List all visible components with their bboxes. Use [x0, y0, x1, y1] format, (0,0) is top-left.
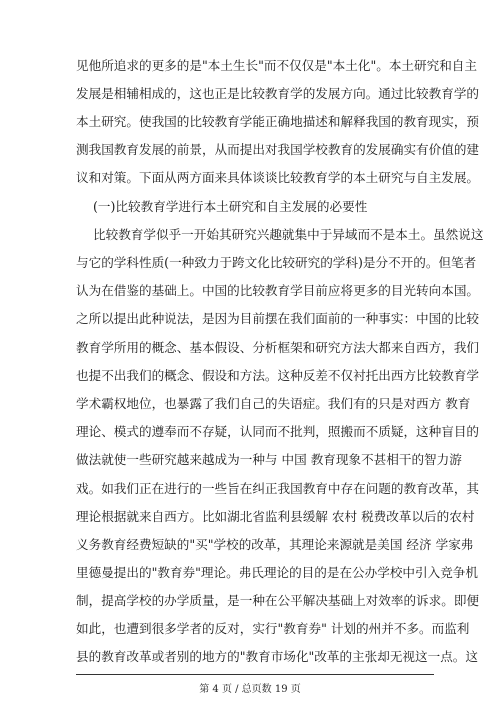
body-line-20: 制，提高学校的办学质量，是一种在公平解决基础上对效率的诉求。即便 [76, 593, 479, 608]
body-line-14: 理论、模式的遵奉而不存疑，认同而不批判，照搬而不质疑，这种盲目的 [76, 424, 479, 439]
body-line-19: 里德曼提出的"教育券"理论。弗氏理论的目的是在公办学校中引入竞争机 [76, 565, 478, 580]
body-line-4: 测我国教育发展的前景，从而提出对我国学校教育的发展确实有价值的建 [76, 142, 479, 157]
body-line-10: 之所以提出此种说法，是因为目前摆在我们面前的一种事实：中国的比较 [76, 311, 479, 326]
body-line-18: 义务教育经费短缺的"买"学校的改革，其理论来源就是美国 经济 学家弗 [76, 537, 474, 552]
body-line-8: 与它的学科性质(一种致力于跨文化比较研究的学科)是分不开的。但笔者 [76, 255, 477, 270]
section-heading: (一)比较教育学进行本土研究和自主发展的必要性 [93, 199, 368, 214]
body-line-3: 本土研究。使我国的比较教育学能正确地描述和解释我国的教育现实，预 [76, 114, 479, 129]
body-line-13: 学术霸权地位，也暴露了我们自己的失语症。我们有的只是对西方 教育 [76, 396, 471, 411]
footer-divider [76, 674, 434, 675]
body-line-5: 议和对策。下面从两方面来具体谈谈比较教育学的本土研究与自主发展。 [76, 170, 479, 185]
body-line-2: 发展是相辅相成的，这也正是比较教育学的发展方向。通过比较教育学的 [76, 86, 479, 101]
body-line-9: 认为在借鉴的基础上。中国的比较教育学目前应将更多的目光转向本国。 [76, 283, 479, 298]
body-line-22: 县的教育改革或者别的地方的"教育市场化"改革的主张却无视这一点。这 [76, 649, 478, 664]
body-line-1: 见他所追求的更多的是"本土生长"而不仅仅是"本土化"。本土研究和自主 [76, 58, 477, 73]
page-number-footer: 第 4 页 / 总页数 19 页 [199, 684, 301, 695]
body-line-15: 做法就使一些研究越来越成为一种与 中国 教育现象不甚相干的智力游 [76, 452, 462, 467]
body-line-17: 理论根据就来自西方。比如湖北省监利县缓解 农村 税费改革以后的农村 [76, 509, 475, 524]
body-line-16: 戏。如我们正在进行的一些旨在纠正我国教育中存在问题的教育改革，其 [76, 481, 479, 496]
body-line-7: 比较教育学似乎一开始其研究兴趣就集中于异域而不是本土。虽然说这 [93, 227, 484, 242]
body-line-21: 如此，也遭到很多学者的反对，实行"教育券" 计划的州并不多。而监利 [76, 621, 470, 636]
body-line-12: 也提不出我们的概念、假设和方法。这种反差不仅衬托出西方比较教育学 [76, 368, 479, 383]
body-line-11: 教育学所用的概念、基本假设、分析框架和研究方法大都来自西方，我们 [76, 340, 479, 355]
